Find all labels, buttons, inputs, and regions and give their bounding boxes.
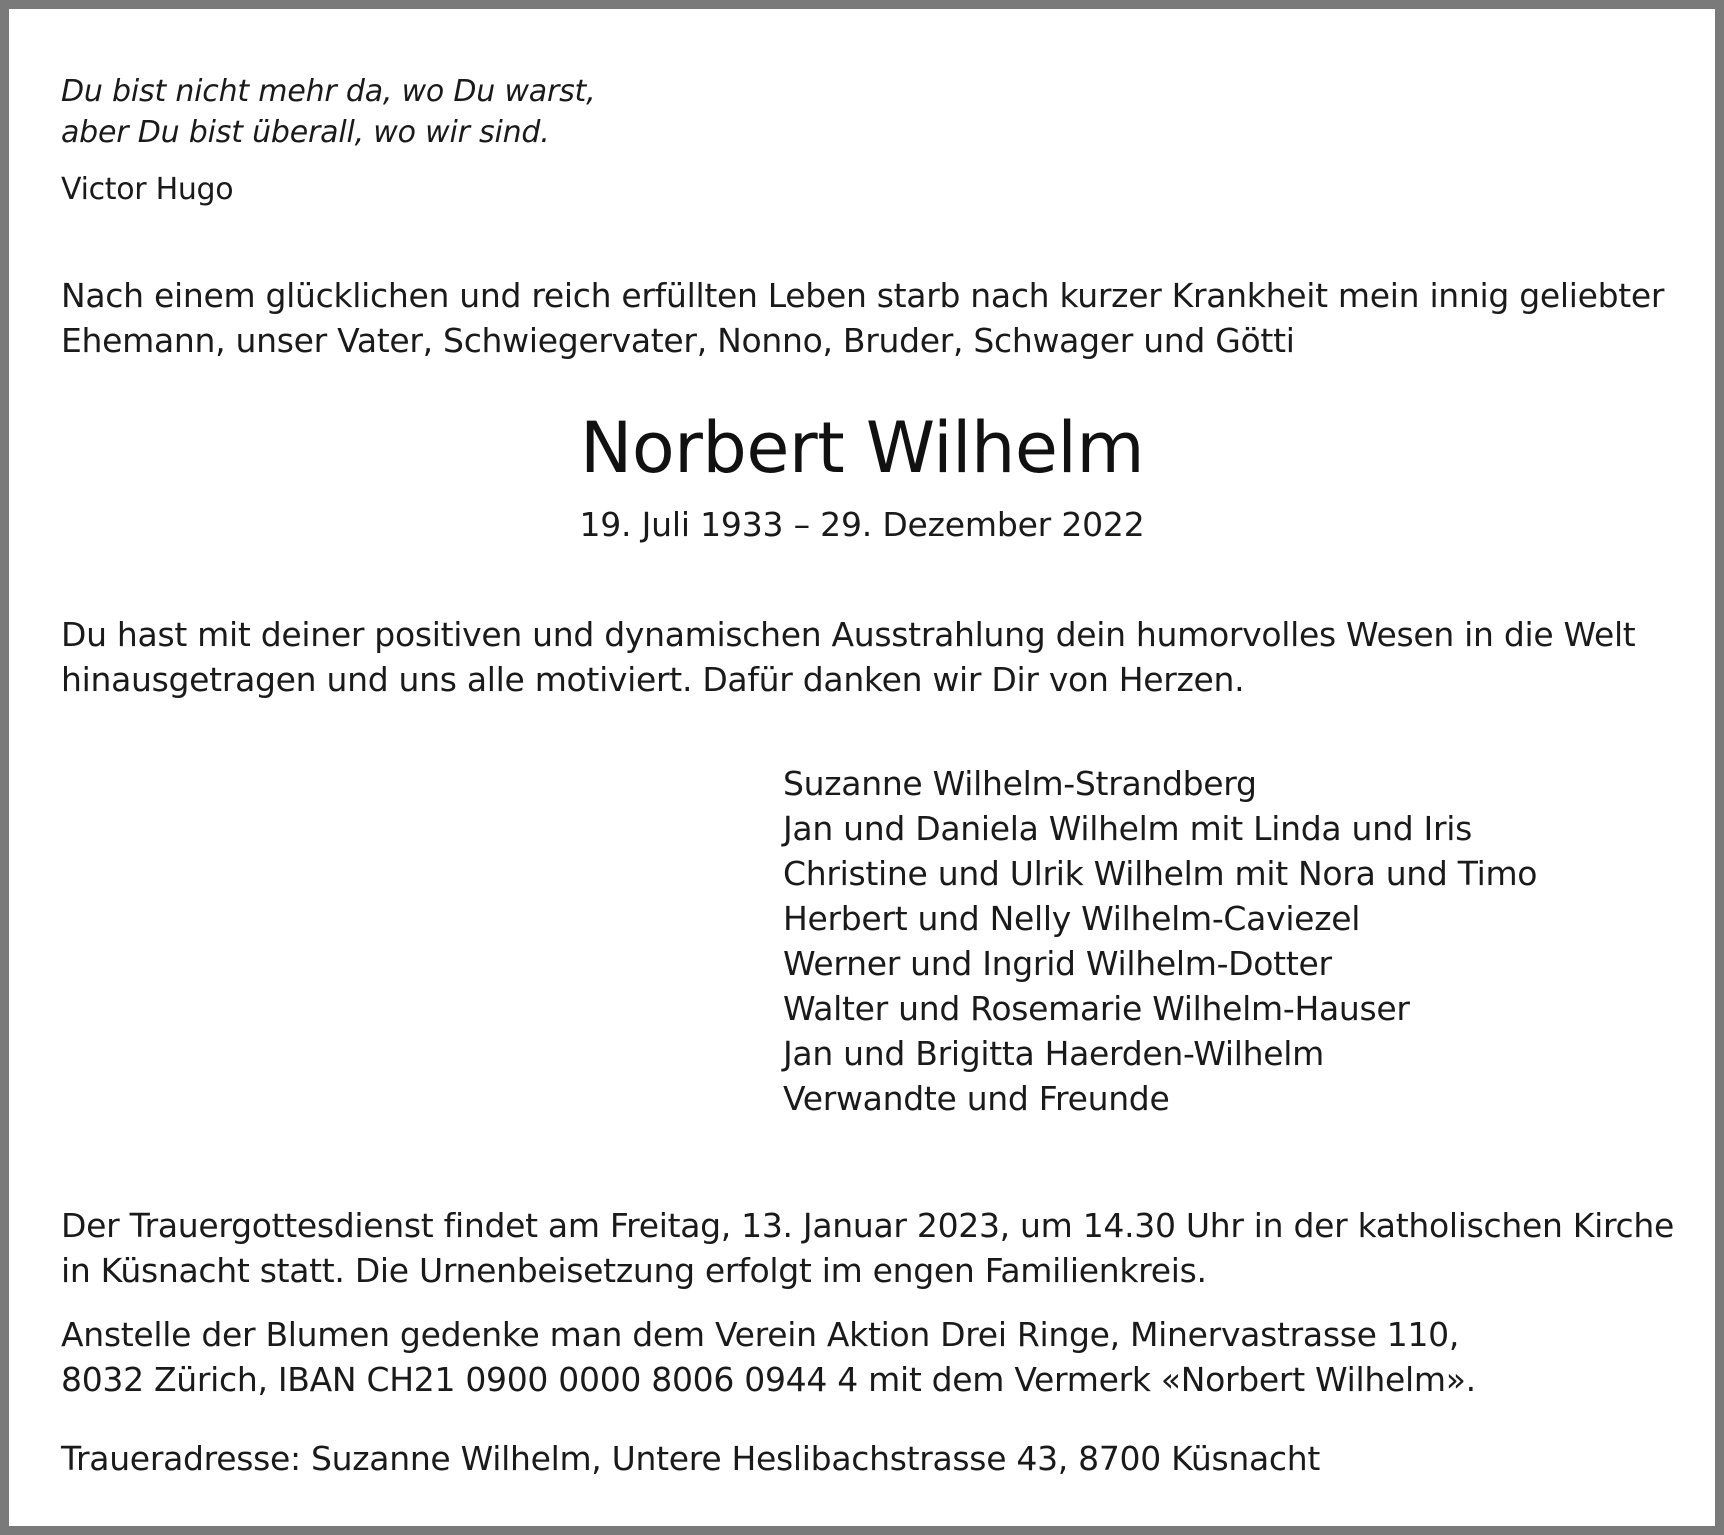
mourners-list	[783, 761, 1537, 1121]
tribute-line-2: hinausgetragen und uns alle motiviert. Dafür danken wir Dir von Herzen.	[61, 660, 1245, 699]
intro-line-1: Nach einem glücklichen und reich erfüllten Leben starb nach kurzer Krankheit mein innig geliebter	[61, 276, 1665, 315]
obituary-card	[9, 9, 1715, 1526]
service-paragraph	[61, 1203, 1674, 1293]
donation-paragraph	[61, 1312, 1476, 1402]
life-dates: 19. Juli 1933 – 29. Dezember 2022	[579, 505, 1145, 544]
tribute-paragraph	[61, 612, 1635, 702]
service-line-1: Der Trauergottesdienst findet am Freitag, 13. Januar 2023, um 14.30 Uhr in der katholischen Kirche	[61, 1206, 1674, 1245]
mourner-entry: Christine und Ulrik Wilhelm mit Nora und Timo	[783, 854, 1538, 893]
service-line-2: in Küsnacht statt. Die Urnenbeisetzung erfolgt im engen Familienkreis.	[61, 1251, 1207, 1290]
mourner-entry: Verwandte und Freunde	[783, 1079, 1170, 1118]
mourning-address: Traueradresse: Suzanne Wilhelm, Untere Heslibachstrasse 43, 8700 Küsnacht	[61, 1439, 1320, 1478]
quote	[61, 71, 595, 153]
mourner-entry: Jan und Daniela Wilhelm mit Linda und Iris	[783, 809, 1472, 848]
mourner-entry: Werner und Ingrid Wilhelm-Dotter	[783, 944, 1332, 983]
quote-line-1: Du bist nicht mehr da, wo Du warst,	[61, 74, 596, 109]
mourner-entry: Suzanne Wilhelm-Strandberg	[783, 764, 1257, 803]
intro-line-2: Ehemann, unser Vater, Schwiegervater, Nonno, Bruder, Schwager und Götti	[61, 321, 1295, 360]
donation-line-2: 8032 Zürich, IBAN CH21 0900 0000 8006 0944 4 mit dem Vermerk «Norbert Wilhelm».	[61, 1360, 1476, 1399]
mourner-entry: Herbert und Nelly Wilhelm-Caviezel	[783, 899, 1361, 938]
donation-line-1: Anstelle der Blumen gedenke man dem Verein Aktion Drei Ringe, Minervastrasse 110,	[61, 1315, 1460, 1354]
mourner-entry: Jan und Brigitta Haerden-Wilhelm	[783, 1034, 1324, 1073]
quote-author: Victor Hugo	[61, 172, 234, 207]
intro-paragraph	[61, 273, 1664, 363]
tribute-line-1: Du hast mit deiner positiven und dynamischen Ausstrahlung dein humorvolles Wesen in die Welt	[61, 615, 1636, 654]
mourner-entry: Walter und Rosemarie Wilhelm-Hauser	[783, 989, 1410, 1028]
quote-line-2: aber Du bist überall, wo wir sind.	[61, 115, 550, 150]
deceased-name: Norbert Wilhelm	[579, 407, 1145, 489]
